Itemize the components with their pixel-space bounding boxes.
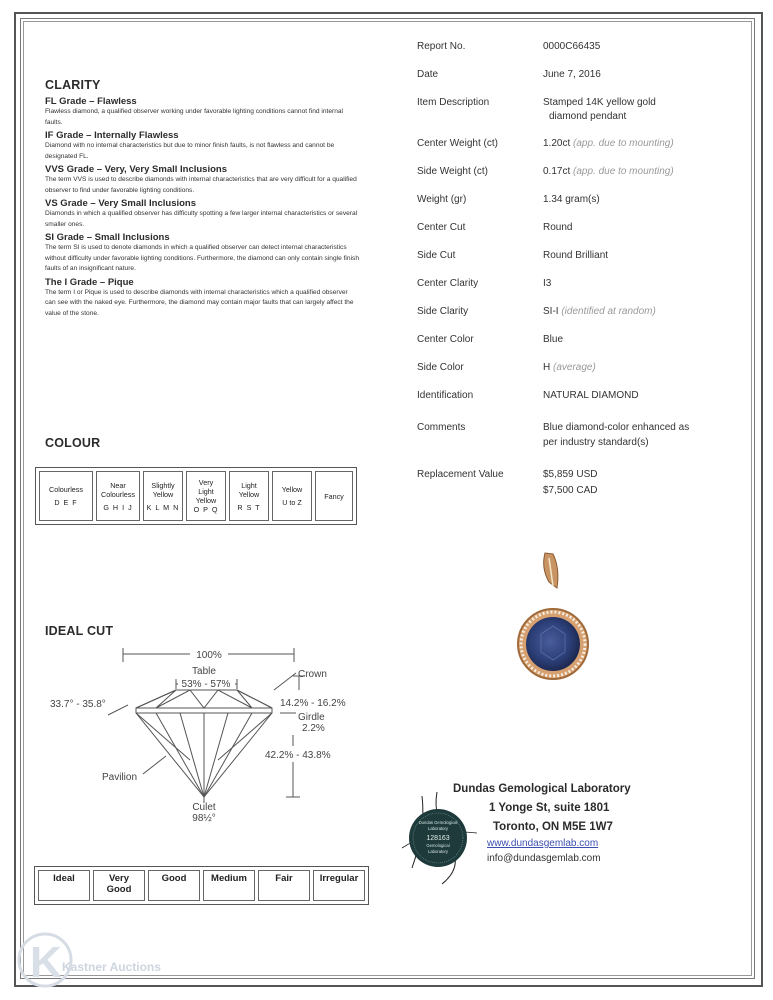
clarity-grades <box>45 96 360 319</box>
colour-cell-yellow: Yellow U to Z <box>272 471 312 521</box>
grade-fl: FL Grade – Flawless Flawless diamond, a qualified observer working under favorable lighting conditions cannot find internal faults. <box>45 96 343 126</box>
side-clarity-row: SI-I (identified at random) <box>543 306 656 317</box>
identification-label: Identification <box>417 390 474 401</box>
crown-angle-label: 33.7° - 35.8° <box>50 699 106 710</box>
grade-vvs: VVS Grade – Very, Very Small Inclusions The term VVS is used to describe diamonds with internal characteristics that are very difficult for a qualified observer to find under favorable lighting conditions. <box>45 164 357 194</box>
culet-label: Culet <box>192 802 216 813</box>
table-range: 53% - 57% <box>181 679 231 690</box>
culet-value: 98½° <box>192 813 216 824</box>
clarity-heading: CLARITY <box>45 78 101 92</box>
center-clarity-label: Center Clarity <box>417 278 479 289</box>
diamond-outline <box>136 690 272 797</box>
side-cut-value: Round Brilliant <box>543 250 609 261</box>
girdle-value: 2.2% <box>302 723 325 734</box>
grade-vs: VS Grade – Very Small Inclusions Diamonds in which a qualified observer has difficulty spotting a few larger internal characteristics or several smaller ones. <box>45 198 358 228</box>
item-description-value-2: diamond pendant <box>549 111 627 122</box>
center-weight-label: Center Weight (ct) <box>417 138 498 149</box>
cut-scale-table <box>34 866 369 905</box>
comments-value: Blue diamond-color enhanced as <box>543 422 690 433</box>
center-cut-label: Center Cut <box>417 222 466 233</box>
grade-si: SI Grade – Small Inclusions The term SI is used to denote diamonds in which a qualified observer can detect internal characteristics without difficulty under favorable lighting conditions. Furthermore, the diamond can only contain single finish faults of an insignificant nature. <box>45 232 359 272</box>
colour-cell-very-light-yellow: Very Light Yellow O P Q <box>186 471 226 521</box>
seal-number: 128163 <box>426 835 450 842</box>
crown-pointer <box>274 673 296 690</box>
center-cut-value: Round <box>543 222 573 233</box>
lab-seal-stamp <box>392 788 484 888</box>
cut-cell-very-good: Very Good <box>93 870 145 901</box>
item-description-label: Item Description <box>417 97 490 108</box>
colour-cell-near-colourless: Near Colourless G H I J <box>96 471 140 521</box>
watermark-k-glyph: K <box>30 938 62 987</box>
cut-cell-good: Good <box>148 870 200 901</box>
side-color-row: H (average) <box>543 362 596 373</box>
report-no-label: Report No. <box>417 41 466 52</box>
center-weight-row: 1.20ct (app. due to mounting) <box>543 138 674 149</box>
lab-email: info@dundasgemlab.com <box>487 853 601 864</box>
comments-label: Comments <box>417 422 466 433</box>
cut-cell-ideal: Ideal <box>38 870 90 901</box>
replacement-value-cad: $7,500 CAD <box>543 485 598 496</box>
pavilion-depth-label: 42.2% - 43.8% <box>265 750 331 761</box>
colour-cell-light-yellow: Light Yellow R S T <box>229 471 269 521</box>
diamond-cut-diagram <box>40 640 370 825</box>
side-weight-label: Side Weight (ct) <box>417 166 488 177</box>
identification-value: NATURAL DIAMOND <box>543 390 639 401</box>
replacement-value-usd: $5,859 USD <box>543 469 598 480</box>
colour-cell-slightly-yellow: Slightly Yellow K L M N <box>143 471 183 521</box>
seal-text-1: Dundas Gemological <box>418 820 458 825</box>
side-color-label: Side Color <box>417 362 464 373</box>
date-value: June 7, 2016 <box>543 69 601 80</box>
lab-address-2: Toronto, ON M5E 1W7 <box>493 821 613 833</box>
cut-cell-medium: Medium <box>203 870 255 901</box>
lab-name: Dundas Gemological Laboratory <box>453 783 631 795</box>
lab-website-link[interactable]: www.dundasgemlab.com <box>487 838 599 849</box>
side-cut-label: Side Cut <box>417 250 456 261</box>
seal-text-3: Gemological <box>426 843 450 848</box>
crown-label: Crown <box>298 669 327 680</box>
side-weight-row: 0.17ct (app. due to mounting) <box>543 166 674 177</box>
grade-i: The I Grade – Pique The term I or Pique is used to describe diamonds with internal characteristics which a qualified observer can see with the naked eye. Furthermore, the diamond may contain major faults that can largely affect the value of the stone. <box>45 276 354 317</box>
ideal-cut-heading: IDEAL CUT <box>45 624 114 638</box>
weight-gr-value: 1.34 gram(s) <box>543 194 600 205</box>
pendant-photo <box>505 548 600 698</box>
seal-text-2: Laboratory <box>427 826 449 831</box>
colour-scale-table <box>35 467 357 525</box>
center-clarity-value: I3 <box>543 278 552 289</box>
cut-cell-fair: Fair <box>258 870 310 901</box>
replacement-value-label: Replacement Value <box>417 469 504 480</box>
colour-cell-colourless: Colourless D E F <box>39 471 93 521</box>
table-label: Table <box>192 666 216 677</box>
date-label: Date <box>417 69 439 80</box>
weight-gr-label: Weight (gr) <box>417 194 467 205</box>
item-description-value: Stamped 14K yellow gold <box>543 97 656 108</box>
kastner-watermark <box>10 925 161 995</box>
grade-if: IF Grade – Internally Flawless Diamond with no internal characteristics but due to minor finish faults, is not flawless and cannot be designated FL. <box>45 130 335 160</box>
report-no-value: 0000C66435 <box>543 41 601 52</box>
girdle-label: Girdle <box>298 712 325 723</box>
comments-value-2: per industry standard(s) <box>543 437 649 448</box>
colour-heading: COLOUR <box>45 436 101 450</box>
lab-address-1: 1 Yonge St, suite 1801 <box>489 802 610 814</box>
colour-cell-fancy: Fancy <box>315 471 353 521</box>
pavilion-pointer <box>143 756 166 774</box>
watermark-text: Kastner Auctions <box>62 960 161 974</box>
width-label: 100% <box>196 650 222 661</box>
crown-angle-pointer <box>108 705 128 715</box>
cut-cell-irregular: Irregular <box>313 870 365 901</box>
center-color-value: Blue <box>543 334 564 345</box>
crown-height-label: 14.2% - 16.2% <box>280 698 346 709</box>
center-color-label: Center Color <box>417 334 474 345</box>
blue-diamond <box>526 617 580 671</box>
pavilion-label: Pavilion <box>102 772 138 783</box>
seal-text-4: Laboratory <box>427 849 449 854</box>
side-clarity-label: Side Clarity <box>417 306 469 317</box>
